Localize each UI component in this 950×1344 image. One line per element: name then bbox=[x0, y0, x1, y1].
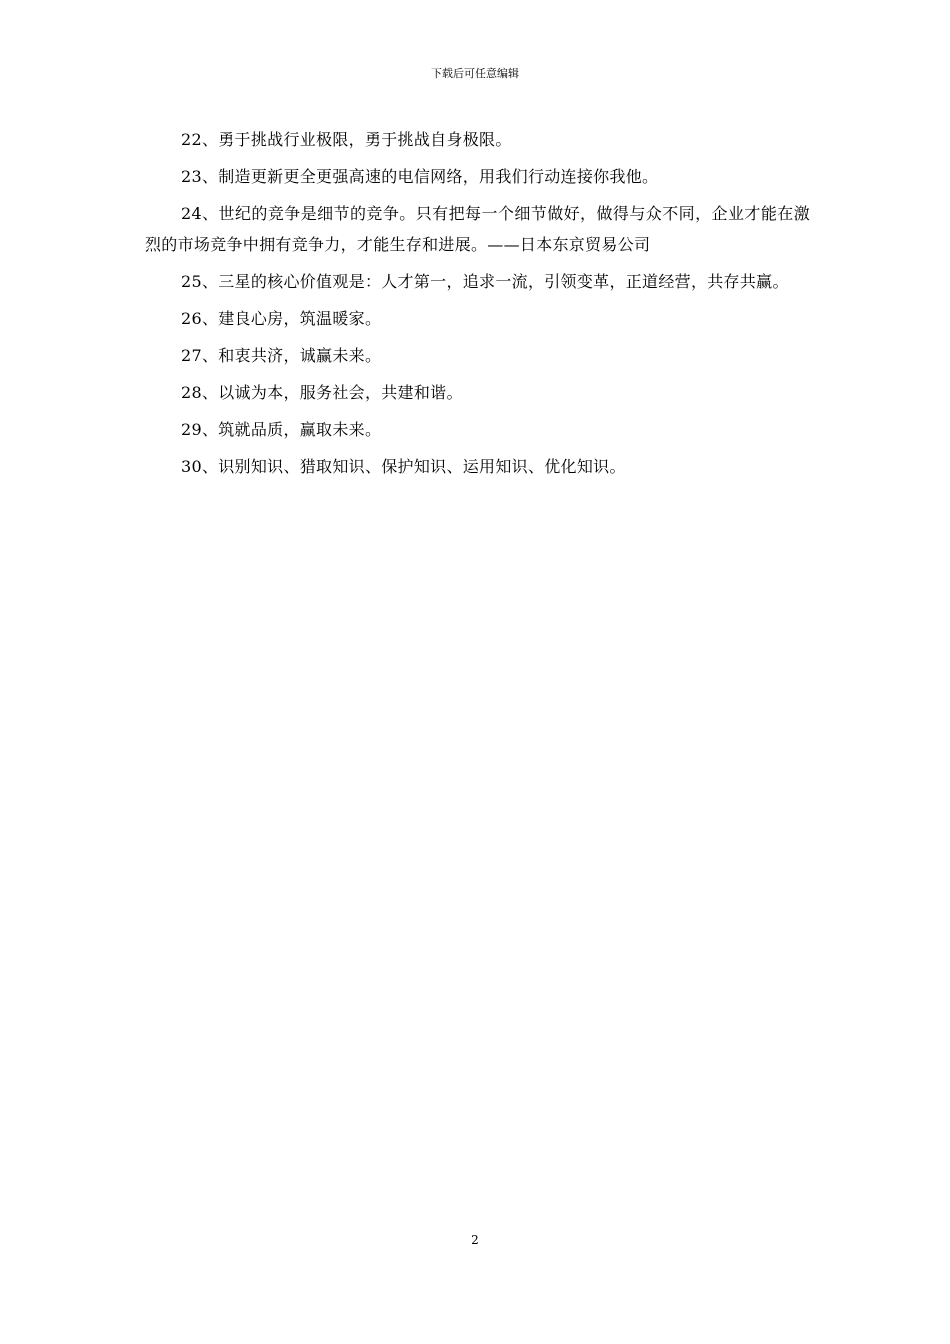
paragraph-28: 28、以诚为本，服务社会，共建和谐。 bbox=[181, 383, 463, 402]
page-number: 2 bbox=[471, 1233, 479, 1247]
paragraph-26: 26、建良心房，筑温暖家。 bbox=[181, 309, 382, 328]
paragraph-27: 27、和衷共济，诚赢未来。 bbox=[181, 346, 382, 365]
document-body bbox=[145, 124, 810, 488]
page-header: 下载后可任意编辑 bbox=[431, 67, 519, 80]
paragraph-30: 30、识别知识、猎取知识、保护知识、运用知识、优化知识。 bbox=[181, 457, 626, 476]
paragraph-24: 24、世纪的竞争是细节的竞争。只有把每一个细节做好，做得与众不同，企业才能在激烈的市场竞争中拥有竞争力，才能生存和进展。——日本东京贸易公司 bbox=[145, 204, 810, 254]
paragraph-23: 23、制造更新更全更强高速的电信网络，用我们行动连接你我他。 bbox=[181, 167, 659, 186]
paragraph-29: 29、筑就品质，赢取未来。 bbox=[181, 420, 382, 439]
paragraph-22: 22、勇于挑战行业极限，勇于挑战自身极限。 bbox=[181, 130, 512, 149]
paragraph-25: 25、三星的核心价值观是：人才第一，追求一流，引领变革，正道经营，共存共赢。 bbox=[181, 272, 789, 291]
